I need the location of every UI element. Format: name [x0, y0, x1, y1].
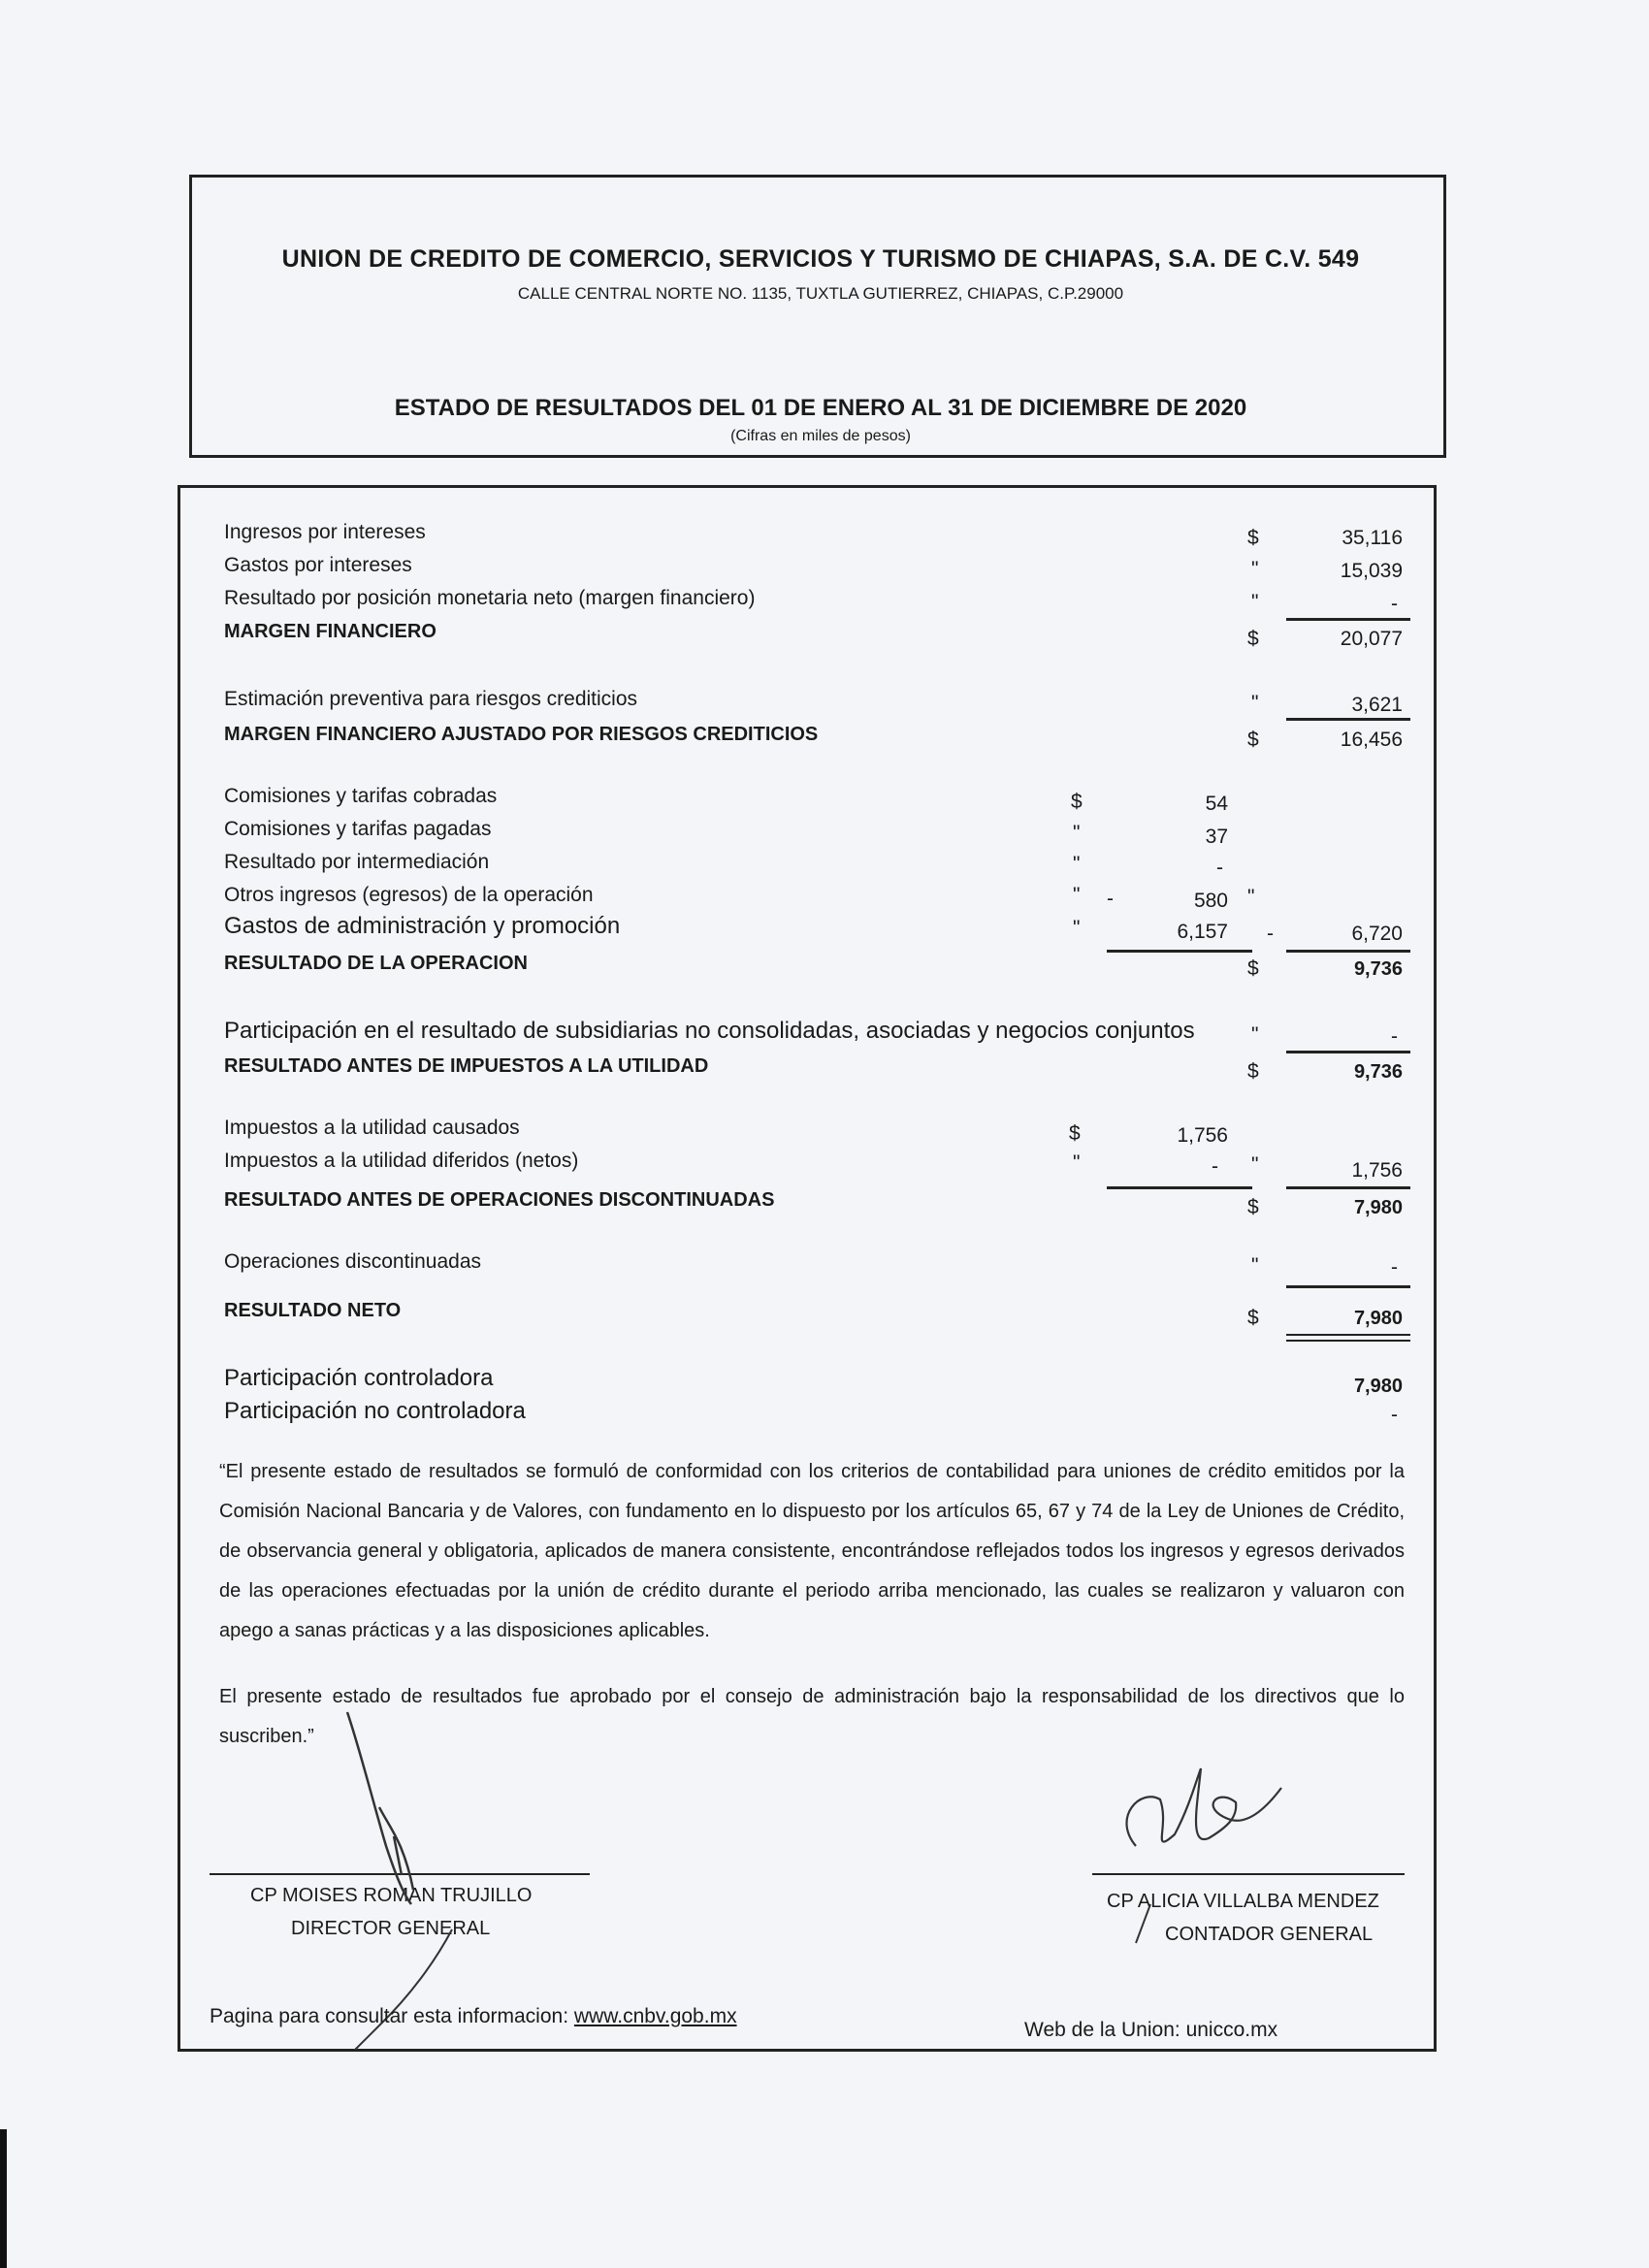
- margen-financiero-value: 20,077: [1340, 628, 1403, 650]
- participacion-controladora-label: Participación controladora: [224, 1365, 494, 1391]
- approval-note-paragraph: El presente estado de resultados fue aprobado por el consejo de administración bajo la responsabilidad de los directivos que lo suscriben.”: [219, 1686, 1405, 1747]
- gastos-intereses-value: 15,039: [1340, 560, 1403, 582]
- gastos-intereses-sym: ": [1251, 558, 1259, 580]
- posicion-monetaria-label: Resultado por posición monetaria neto (margen financiero): [224, 587, 756, 609]
- intermediacion-sym: ": [1073, 853, 1081, 875]
- left-signer-title: DIRECTOR GENERAL: [291, 1918, 491, 1939]
- comisiones-cobradas-label: Comisiones y tarifas cobradas: [224, 785, 498, 807]
- participacion-no-controladora-value: -: [1391, 1404, 1398, 1426]
- resultado-neto-label: RESULTADO NETO: [224, 1300, 402, 1321]
- comisiones-pagadas-sym: ": [1073, 822, 1081, 844]
- impuestos-causados-value: 1,756: [1177, 1124, 1228, 1147]
- resultado-operacion-sym: $: [1247, 957, 1259, 980]
- ingresos-intereses-label: Ingresos por intereses: [224, 521, 426, 543]
- margen-financiero-label: MARGEN FINANCIERO: [224, 621, 436, 642]
- otros-ingresos-value: 580: [1193, 890, 1228, 912]
- intermediacion-value: -: [1216, 857, 1223, 879]
- impuestos-causados-sym: $: [1069, 1122, 1081, 1145]
- handwritten-signatures: [180, 488, 1434, 2050]
- otros-ingresos-label: Otros ingresos (egresos) de la operación: [224, 884, 594, 906]
- comisiones-cobradas-value: 54: [1205, 793, 1228, 815]
- impuestos-diferidos-sym2: ": [1251, 1153, 1259, 1176]
- gastos-admin-value2: 6,720: [1351, 923, 1403, 945]
- ingresos-intereses-value: 35,116: [1342, 527, 1403, 549]
- ingresos-intereses-sym: $: [1247, 527, 1259, 549]
- estimacion-preventiva-sym: ": [1251, 692, 1259, 714]
- footer-web-label: Web de la Union:: [1024, 2019, 1180, 2041]
- unicco-link[interactable]: unicco.mx: [1185, 2019, 1278, 2041]
- estimacion-preventiva-label: Estimación preventiva para riesgos crediticios: [224, 688, 638, 710]
- footer-consult: [210, 2005, 737, 2028]
- resultado-antes-discontinuadas-sym: $: [1247, 1196, 1259, 1218]
- operaciones-discontinuadas-sym: ": [1251, 1254, 1259, 1277]
- margen-financiero-sym: $: [1247, 628, 1259, 650]
- company-address: CALLE CENTRAL NORTE NO. 1135, TUXTLA GUTIERREZ, CHIAPAS, C.P.29000: [517, 284, 1124, 303]
- participacion-subsidiarias-value: -: [1391, 1025, 1398, 1048]
- otros-ingresos-prefix: -: [1107, 888, 1114, 910]
- comisiones-pagadas-value: 37: [1205, 826, 1228, 848]
- legal-note-paragraph: “El presente estado de resultados se formuló de conformidad con los criterios de contabilidad para uniones de crédito emitidos por la Comisión Nacional Bancaria y de Valores, con fundamento en lo dispuesto por los artículos 65, 67 y 74 de la Ley de Uniones de Crédito, de observancia general y obligatoria, aplicados de manera consistente, encontrándose reflejados todos los ingresos y egresos derivados de las operaciones efectuadas por la unión de crédito durante el periodo arriba mencionado, las cuales se realizaron y valuaron con apego a sanas prácticas y a las disposiciones aplicables.: [219, 1461, 1405, 1641]
- participacion-no-controladora-label: Participación no controladora: [224, 1398, 526, 1424]
- comisiones-cobradas-sym: $: [1071, 791, 1083, 813]
- participacion-subsidiarias-label: Participación en el resultado de subsidiarias no consolidadas, asociadas y negocios conjuntos: [224, 1018, 1195, 1044]
- resultado-antes-impuestos-sym: $: [1247, 1060, 1259, 1083]
- impuestos-causados-label: Impuestos a la utilidad causados: [224, 1117, 520, 1139]
- impuestos-diferidos-label: Impuestos a la utilidad diferidos (netos): [224, 1150, 579, 1172]
- footer-web: [1024, 2019, 1277, 2042]
- operaciones-discontinuadas-label: Operaciones discontinuadas: [224, 1250, 482, 1273]
- posicion-monetaria-sym: ": [1251, 591, 1259, 613]
- company-name: UNION DE CREDITO DE COMERCIO, SERVICIOS Y TURISMO DE CHIAPAS, S.A. DE C.V. 549: [281, 245, 1360, 273]
- comisiones-pagadas-label: Comisiones y tarifas pagadas: [224, 818, 492, 840]
- gastos-admin-label: Gastos de administración y promoción: [224, 913, 621, 939]
- margen-ajustado-label: MARGEN FINANCIERO AJUSTADO POR RIESGOS CREDITICIOS: [224, 724, 819, 745]
- participacion-subsidiarias-sym: ": [1251, 1023, 1259, 1046]
- resultado-operacion-value: 9,736: [1353, 958, 1403, 980]
- margen-ajustado-sym: $: [1247, 729, 1259, 751]
- estimacion-preventiva-value: 3,621: [1351, 694, 1403, 716]
- right-signer-name: CP ALICIA VILLALBA MENDEZ: [1107, 1891, 1379, 1912]
- impuestos-diferidos-value: -: [1212, 1155, 1218, 1178]
- resultado-antes-discontinuadas-label: RESULTADO ANTES DE OPERACIONES DISCONTINUADAS: [224, 1189, 775, 1211]
- resultado-neto-value: 7,980: [1353, 1308, 1403, 1329]
- resultado-operacion-label: RESULTADO DE LA OPERACION: [224, 953, 528, 974]
- otros-ingresos-sym: ": [1073, 884, 1081, 906]
- gastos-admin-sym: ": [1073, 917, 1081, 939]
- footer-consult-label: Pagina para consultar esta informacion:: [210, 2005, 569, 2027]
- resultado-antes-discontinuadas-value: 7,980: [1353, 1197, 1403, 1218]
- left-signer-name: CP MOISES ROMAN TRUJILLO: [250, 1885, 533, 1906]
- cnbv-link[interactable]: www.cnbv.gob.mx: [573, 2005, 737, 2027]
- resultado-neto-sym: $: [1247, 1307, 1259, 1329]
- units-note: (Cifras en miles de pesos): [730, 428, 911, 444]
- statement-body: [178, 485, 1437, 2052]
- intermediacion-label: Resultado por intermediación: [224, 851, 490, 873]
- right-signer-title: CONTADOR GENERAL: [1165, 1924, 1374, 1945]
- resultado-antes-impuestos-label: RESULTADO ANTES DE IMPUESTOS A LA UTILIDAD: [224, 1055, 709, 1077]
- gastos-admin-value: 6,157: [1177, 921, 1228, 943]
- posicion-monetaria-value: -: [1391, 593, 1398, 615]
- otros-ingresos-sym2: ": [1247, 886, 1255, 908]
- operaciones-discontinuadas-value: -: [1391, 1256, 1398, 1279]
- resultado-antes-impuestos-value: 9,736: [1353, 1061, 1403, 1083]
- impuestos-diferidos-sym: ": [1073, 1151, 1081, 1174]
- header-box: [189, 175, 1446, 458]
- gastos-intereses-label: Gastos por intereses: [224, 554, 412, 576]
- impuestos-diferidos-value2: 1,756: [1351, 1159, 1403, 1182]
- scan-edge-bar: [0, 2129, 7, 2268]
- participacion-controladora-value: 7,980: [1353, 1376, 1403, 1397]
- statement-title: ESTADO DE RESULTADOS DEL 01 DE ENERO AL 31 DE DICIEMBRE DE 2020: [394, 395, 1247, 421]
- margen-ajustado-value: 16,456: [1340, 729, 1403, 751]
- gastos-admin-prefix2: -: [1267, 923, 1274, 945]
